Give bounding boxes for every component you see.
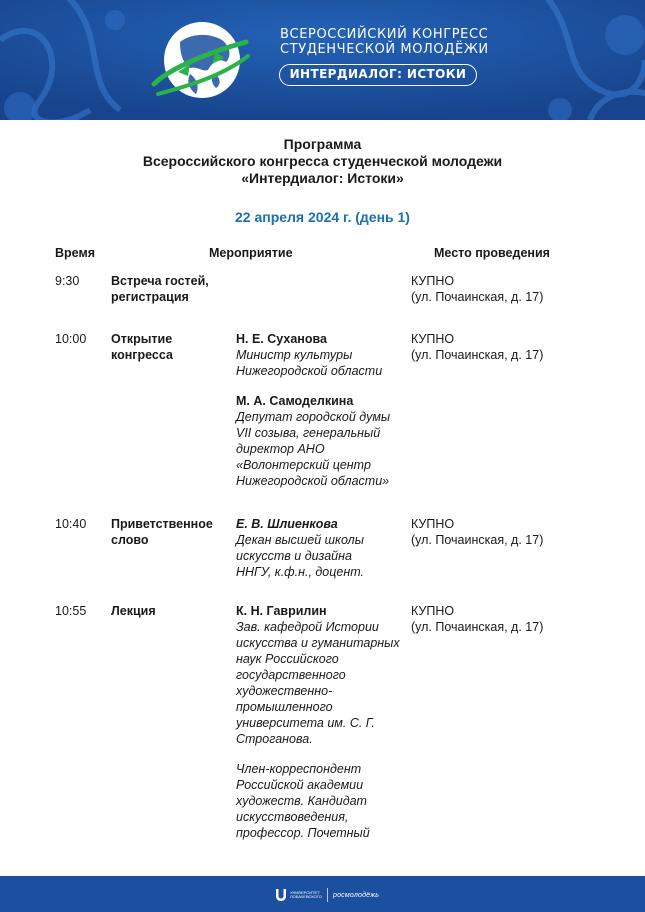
congress-title-line-1: ВСЕРОССИЙСКИЙ КОНГРЕСС (280, 27, 489, 42)
footer-banner (0, 876, 645, 912)
row-place (411, 273, 611, 305)
row-speakers (236, 603, 410, 841)
program-title-line-1: Программа (283, 136, 362, 152)
program-title-line-2: Всероссийского конгресса студенческой молодежи (142, 153, 503, 169)
row-place (411, 516, 611, 548)
speaker (236, 516, 410, 580)
university-logo-text (290, 891, 322, 900)
row-event: Встреча гостей, регистрация (111, 274, 209, 304)
program-title-line-3: «Интердиалог: Истоки» (241, 170, 404, 186)
place-name: КУПНО (411, 604, 455, 618)
banner-pattern (0, 0, 645, 120)
speaker-role: Декан высшей школы искусств и дизайна ННГУ, к.ф.н., доцент. (236, 533, 364, 579)
row-time: 10:55 (55, 604, 87, 618)
place-address: (ул. Почаинская, д. 17) (411, 290, 544, 304)
footer-logos (275, 887, 379, 903)
row-speakers (236, 516, 410, 594)
row-time: 10:40 (55, 517, 87, 531)
speaker-name: М. А. Самоделкина (236, 394, 354, 408)
speaker (236, 603, 410, 747)
globe-icon (150, 12, 250, 112)
place-name: КУПНО (411, 517, 455, 531)
row-place (411, 603, 611, 635)
row-event: Приветственное слово (111, 517, 213, 547)
partner-logo: росмолодёжь (333, 891, 380, 899)
congress-title-line-2: СТУДЕНЧЕСКОЙ МОЛОДЁЖИ (280, 42, 489, 57)
logo-divider (327, 888, 328, 902)
header-banner (0, 0, 645, 120)
row-speakers (236, 331, 410, 503)
place-name: КУПНО (411, 332, 455, 346)
place-address: (ул. Почаинская, д. 17) (411, 533, 544, 547)
program-title (0, 136, 645, 187)
row-event: Лекция (111, 604, 156, 618)
place-address: (ул. Почаинская, д. 17) (411, 348, 544, 362)
congress-name-pill: ИНТЕРДИАЛОГ: ИСТОКИ (279, 64, 477, 86)
university-logo-line-1: УНИВЕРСИТЕТ (290, 889, 320, 895)
speaker-role: Министр культуры Нижегородской области (236, 348, 383, 378)
speaker-name: Е. В. Шлиенкова (236, 517, 338, 531)
place-address: (ул. Почаинская, д. 17) (411, 620, 544, 634)
place-name: КУПНО (411, 274, 455, 288)
speaker (236, 393, 410, 489)
speaker-role: Депутат городской думы VII созыва, генеральный директор АНО «Волонтерский центр Нижегородской области» (236, 410, 391, 488)
column-header-time: Время (55, 246, 95, 260)
speaker-role: Зав. кафедрой Истории искусства и гуманитарных наук Российского государственного художественно-промышленного университета им. С. Г. Строганова. (236, 620, 400, 746)
speaker (236, 331, 410, 379)
column-header-event: Мероприятие (209, 246, 293, 260)
speaker-extra: Член-корреспондент Российской академии художеств. Кандидат искусствоведения, профессор. Почетный (236, 762, 370, 840)
speaker-name: Н. Е. Суханова (236, 332, 327, 346)
university-logo-line-2: ЛОБАЧЕВСКОГО (290, 894, 322, 899)
row-time: 10:00 (55, 332, 87, 346)
row-event: Открытие конгресса (111, 332, 173, 362)
program-day: 22 апреля 2024 г. (день 1) (235, 209, 410, 225)
university-logo-icon (275, 888, 287, 902)
row-place (411, 331, 611, 363)
row-time: 9:30 (55, 274, 80, 288)
speaker-name: К. Н. Гаврилин (236, 604, 327, 618)
congress-title (280, 27, 540, 57)
column-header-place: Место проведения (434, 246, 550, 260)
